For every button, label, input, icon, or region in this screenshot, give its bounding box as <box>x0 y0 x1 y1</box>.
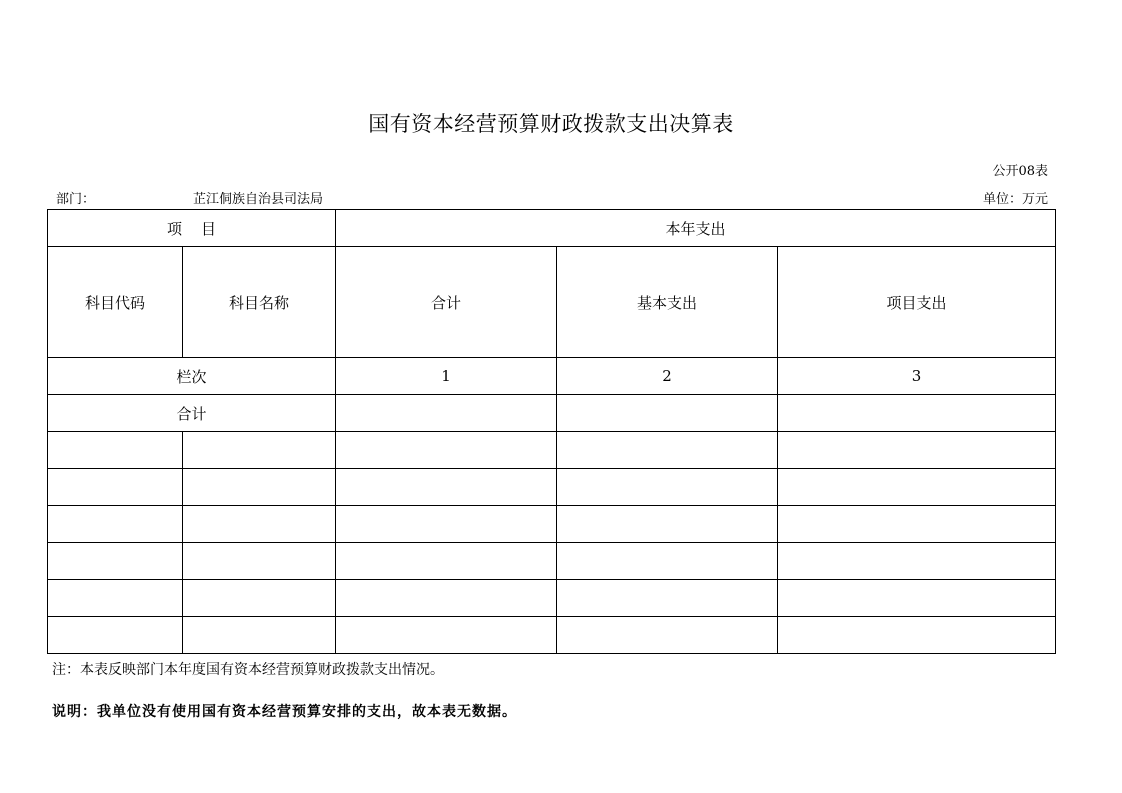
table-cell <box>557 617 778 654</box>
header-basic-expenditure: 基本支出 <box>557 247 778 358</box>
department-label: 部门： <box>56 192 96 207</box>
header-current-year: 本年支出 <box>336 210 1056 247</box>
table-cell <box>778 617 1056 654</box>
table-cell <box>557 580 778 617</box>
table-row <box>48 432 1056 469</box>
table-cell <box>557 432 778 469</box>
table-cell <box>778 469 1056 506</box>
header-item: 项 目 <box>48 210 336 247</box>
table-cell <box>778 580 1056 617</box>
table-row-index <box>48 358 1056 395</box>
table-cell <box>48 543 183 580</box>
table-cell <box>778 506 1056 543</box>
table-cell <box>336 617 557 654</box>
table-row-total <box>48 395 1056 432</box>
table-note: 注：本表反映部门本年度国有资本经营预算财政拨款支出情况。 <box>52 662 444 678</box>
table-row <box>48 543 1056 580</box>
explanation-text: 说明：我单位没有使用国有资本经营预算安排的支出，故本表无数据。 <box>52 704 517 720</box>
table-row <box>48 580 1056 617</box>
row-total-sum <box>336 395 557 432</box>
table-cell <box>48 580 183 617</box>
row-index-3: 3 <box>778 358 1056 395</box>
row-total-project <box>778 395 1056 432</box>
unit-label: 单位：万元 <box>982 192 1048 207</box>
header-subject-code: 科目代码 <box>48 247 183 358</box>
table-cell <box>336 432 557 469</box>
table-cell <box>48 617 183 654</box>
table-cell <box>336 506 557 543</box>
header-project-expenditure: 项目支出 <box>778 247 1056 358</box>
table-cell <box>183 580 336 617</box>
department-name: 芷江侗族自治县司法局 <box>193 192 324 207</box>
table-cell <box>48 432 183 469</box>
row-index-2: 2 <box>557 358 778 395</box>
form-number: 公开08表 <box>992 164 1048 179</box>
table-cell <box>336 580 557 617</box>
table-cell <box>183 432 336 469</box>
table-row <box>48 617 1056 654</box>
row-total-basic <box>557 395 778 432</box>
header-subject-name: 科目名称 <box>183 247 336 358</box>
table-row <box>48 506 1056 543</box>
page-title: 国有资本经营预算财政拨款支出决算表 <box>368 112 734 136</box>
table-cell <box>183 543 336 580</box>
expenditure-table <box>47 209 1056 654</box>
row-index-1: 1 <box>336 358 557 395</box>
table-cell <box>557 469 778 506</box>
table-cell <box>48 469 183 506</box>
table-cell <box>48 506 183 543</box>
table-header-row-1 <box>48 210 1056 247</box>
table-cell <box>557 506 778 543</box>
table-header-row-2 <box>48 247 1056 358</box>
table-cell <box>336 469 557 506</box>
table-cell <box>778 543 1056 580</box>
table-cell <box>557 543 778 580</box>
row-index-label: 栏次 <box>48 358 336 395</box>
table-row <box>48 469 1056 506</box>
table-cell <box>336 543 557 580</box>
row-total-label: 合计 <box>48 395 336 432</box>
header-total: 合计 <box>336 247 557 358</box>
table-cell <box>183 469 336 506</box>
table-cell <box>183 617 336 654</box>
table-cell <box>778 432 1056 469</box>
table-cell <box>183 506 336 543</box>
